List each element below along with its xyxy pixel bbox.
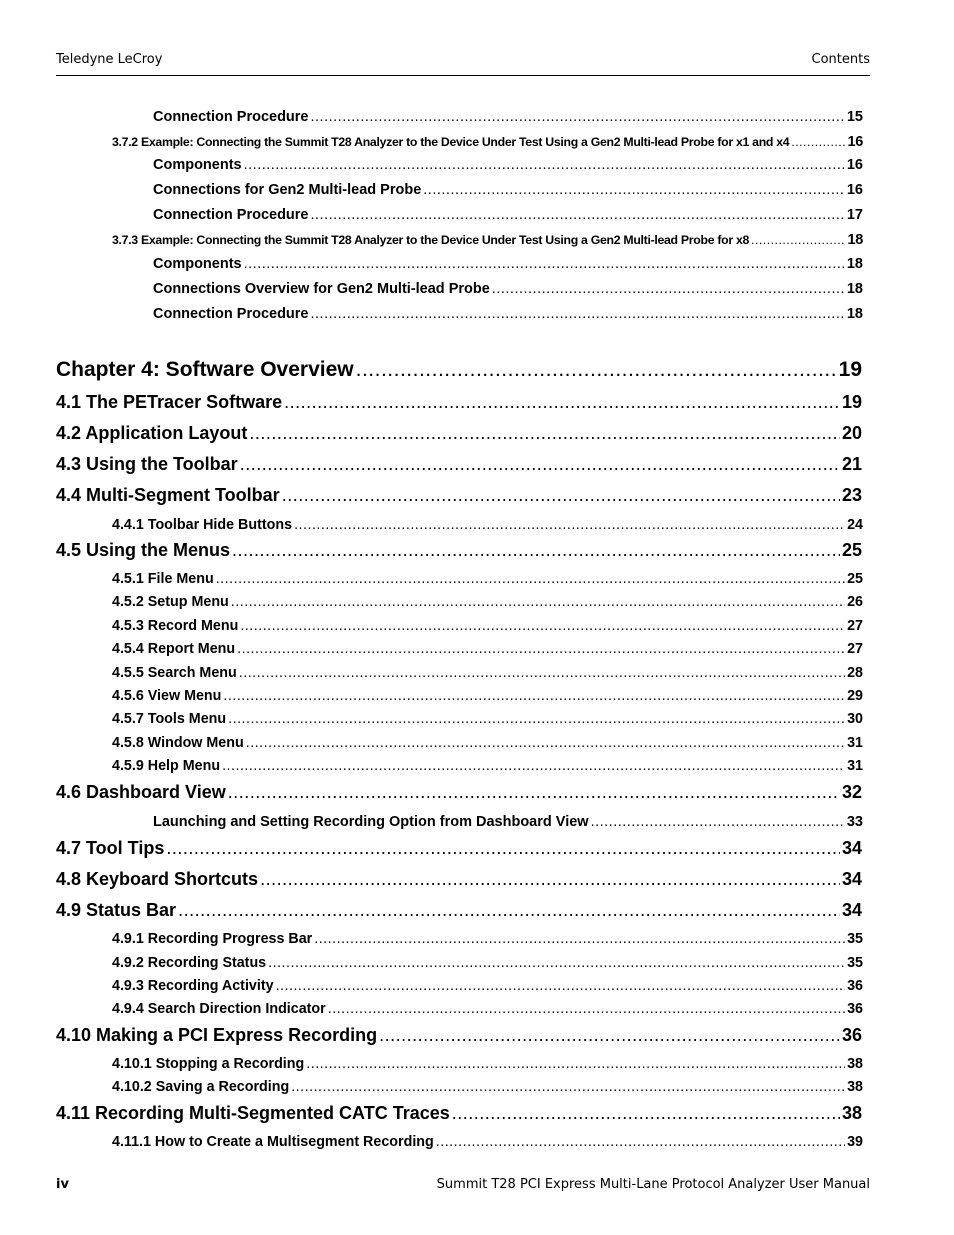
toc-entry[interactable]: Connection Procedure ..... 18: [153, 307, 863, 322]
toc-section[interactable]: 4.8 Keyboard Shortcuts ..... 34: [56, 870, 862, 888]
toc-subsection[interactable]: 4.4.1 Toolbar Hide Buttons ..... 24: [112, 518, 863, 532]
page-footer: [56, 1177, 870, 1192]
toc-entry[interactable]: Connections Overview for Gen2 Multi-lead Probe ..... 18: [153, 282, 863, 297]
toc-entry[interactable]: Connections for Gen2 Multi-lead Probe ..... 16: [153, 183, 863, 198]
toc-subsection[interactable]: 4.5.7 Tools Menu ..... 30: [112, 712, 863, 726]
toc-entry[interactable]: Components ..... 16: [153, 158, 863, 173]
toc-subsection[interactable]: 4.5.3 Record Menu ..... 27: [112, 619, 863, 633]
toc-subsection[interactable]: 4.5.9 Help Menu ..... 31: [112, 759, 863, 773]
page-header: [56, 52, 870, 67]
toc-section[interactable]: 4.5 Using the Menus ..... 25: [56, 541, 862, 559]
toc-entry[interactable]: Launching and Setting Recording Option from Dashboard View ..... 33: [153, 815, 863, 830]
toc-subsection[interactable]: 4.5.8 Window Menu ..... 31: [112, 736, 863, 750]
toc-section[interactable]: 4.4 Multi-Segment Toolbar ..... 23: [56, 486, 862, 504]
toc-section[interactable]: 4.7 Tool Tips ..... 34: [56, 839, 862, 857]
footer-page-number: iv: [56, 1177, 69, 1192]
toc-entry[interactable]: 3.7.2 Example: Connecting the Summit T28 Analyzer to the Device Under Test Using a Gen2 Multi-lead Probe for x1 and x4 ..... 16: [112, 135, 863, 150]
toc-section[interactable]: 4.9 Status Bar ..... 34: [56, 901, 862, 919]
toc-subsection[interactable]: 4.5.1 File Menu ..... 25: [112, 572, 863, 586]
toc-subsection[interactable]: 4.5.6 View Menu ..... 29: [112, 689, 863, 703]
toc-subsection[interactable]: 4.10.1 Stopping a Recording ..... 38: [112, 1057, 863, 1071]
header-divider: [56, 75, 870, 76]
toc-section[interactable]: 4.2 Application Layout ..... 20: [56, 424, 862, 442]
toc-entry[interactable]: Connection Procedure ..... 17: [153, 208, 863, 223]
toc-section[interactable]: 4.11 Recording Multi-Segmented CATC Traces ..... 38: [56, 1104, 862, 1122]
toc-subsection[interactable]: 4.5.2 Setup Menu ..... 26: [112, 595, 863, 609]
toc-subsection[interactable]: 4.9.1 Recording Progress Bar ..... 35: [112, 932, 863, 946]
toc-section[interactable]: 4.1 The PETracer Software ..... 19: [56, 393, 862, 411]
toc-subsection[interactable]: 4.9.3 Recording Activity ..... 36: [112, 979, 863, 993]
footer-manual-title: Summit T28 PCI Express Multi-Lane Protocol Analyzer User Manual: [436, 1177, 870, 1192]
toc-section[interactable]: 4.3 Using the Toolbar ..... 21: [56, 455, 862, 473]
toc-subsection[interactable]: 4.9.2 Recording Status ..... 35: [112, 956, 863, 970]
header-company: Teledyne LeCroy: [56, 52, 163, 67]
toc-subsection[interactable]: 4.5.5 Search Menu ..... 28: [112, 666, 863, 680]
toc-subsection[interactable]: 4.11.1 How to Create a Multisegment Recording ..... 39: [112, 1135, 863, 1149]
toc-entry[interactable]: 3.7.3 Example: Connecting the Summit T28 Analyzer to the Device Under Test Using a Gen2 Multi-lead Probe for x8 ..... 18: [112, 233, 863, 248]
toc-subsection[interactable]: 4.9.4 Search Direction Indicator ..... 36: [112, 1002, 863, 1016]
toc-subsection[interactable]: 4.5.4 Report Menu ..... 27: [112, 642, 863, 656]
toc-entry[interactable]: Components ..... 18: [153, 257, 863, 272]
toc-section[interactable]: 4.10 Making a PCI Express Recording ..... 36: [56, 1026, 862, 1044]
header-section: Contents: [811, 52, 870, 67]
toc-chapter[interactable]: Chapter 4: Software Overview ..... 19: [56, 359, 862, 380]
toc-section[interactable]: 4.6 Dashboard View ..... 32: [56, 783, 862, 801]
toc-entry[interactable]: Connection Procedure ..... 15: [153, 110, 863, 125]
toc-subsection[interactable]: 4.10.2 Saving a Recording ..... 38: [112, 1080, 863, 1094]
